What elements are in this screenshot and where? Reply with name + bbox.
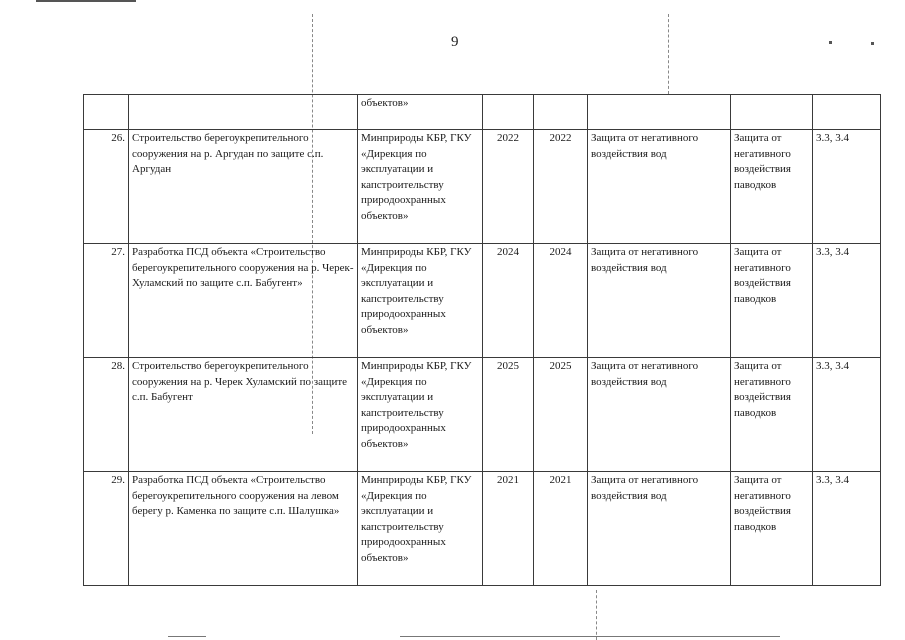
executor-cell-continuation: объектов» (358, 95, 483, 130)
purpose: Защита от негативного воздействия вод (588, 472, 731, 586)
table-cell (483, 95, 534, 130)
effect: Защита от негативного воздействия паводков (731, 244, 813, 358)
tasks: 3.3, 3.4 (813, 472, 881, 586)
fold-line (668, 14, 669, 94)
measure-name: Разработка ПСД объекта «Строительство берегоукрепительного сооружения на р. Черек-Хуламский по защите с.п. Бабугент» (129, 244, 358, 358)
row-number: 27. (84, 244, 129, 358)
year-start: 2022 (483, 130, 534, 244)
table-row-continuation (84, 95, 881, 130)
table-cell (534, 95, 588, 130)
table-row (84, 130, 881, 244)
fold-line (596, 590, 597, 640)
purpose: Защита от негативного воздействия вод (588, 130, 731, 244)
year-start: 2025 (483, 358, 534, 472)
scan-mark-top-left (36, 0, 136, 2)
row-number: 29. (84, 472, 129, 586)
purpose: Защита от негативного воздействия вод (588, 358, 731, 472)
year-start: 2021 (483, 472, 534, 586)
table-cell (129, 95, 358, 130)
year-end: 2021 (534, 472, 588, 586)
table-cell (813, 95, 881, 130)
effect: Защита от негативного воздействия паводков (731, 358, 813, 472)
purpose: Защита от негативного воздействия вод (588, 244, 731, 358)
scan-line-bottom-left (168, 636, 206, 637)
scan-line-bottom-right (400, 636, 780, 637)
measures-table (83, 94, 881, 586)
year-end: 2022 (534, 130, 588, 244)
table-row (84, 244, 881, 358)
tasks: 3.3, 3.4 (813, 358, 881, 472)
year-start: 2024 (483, 244, 534, 358)
table-row (84, 358, 881, 472)
measure-name: Строительство берегоукрепительного сооружения на р. Аргудан по защите с.п. Аргудан (129, 130, 358, 244)
year-end: 2024 (534, 244, 588, 358)
executor: Минприроды КБР, ГКУ «Дирекция по эксплуатации и капстроительству природоохранных объектов» (358, 358, 483, 472)
effect: Защита от негативного воздействия паводков (731, 472, 813, 586)
tasks: 3.3, 3.4 (813, 130, 881, 244)
scan-mark-top-right-dot (871, 42, 874, 45)
table-cell (731, 95, 813, 130)
measure-name: Строительство берегоукрепительного сооружения на р. Черек Хуламский по защите с.п. Бабугент (129, 358, 358, 472)
scan-mark-top-right-dot (829, 41, 832, 44)
row-number: 28. (84, 358, 129, 472)
table-cell (588, 95, 731, 130)
tasks: 3.3, 3.4 (813, 244, 881, 358)
year-end: 2025 (534, 358, 588, 472)
table-cell (84, 95, 129, 130)
page-number: 9 (451, 34, 459, 50)
table-row (84, 472, 881, 586)
executor: Минприроды КБР, ГКУ «Дирекция по эксплуатации и капстроительству природоохранных объектов» (358, 244, 483, 358)
measure-name: Разработка ПСД объекта «Строительство берегоукрепительного сооружения на левом берегу р. Каменка по защите с.п. Шалушка» (129, 472, 358, 586)
effect: Защита от негативного воздействия паводков (731, 130, 813, 244)
executor: Минприроды КБР, ГКУ «Дирекция по эксплуатации и капстроительству природоохранных объектов» (358, 472, 483, 586)
executor: Минприроды КБР, ГКУ «Дирекция по эксплуатации и капстроительству природоохранных объектов» (358, 130, 483, 244)
row-number: 26. (84, 130, 129, 244)
